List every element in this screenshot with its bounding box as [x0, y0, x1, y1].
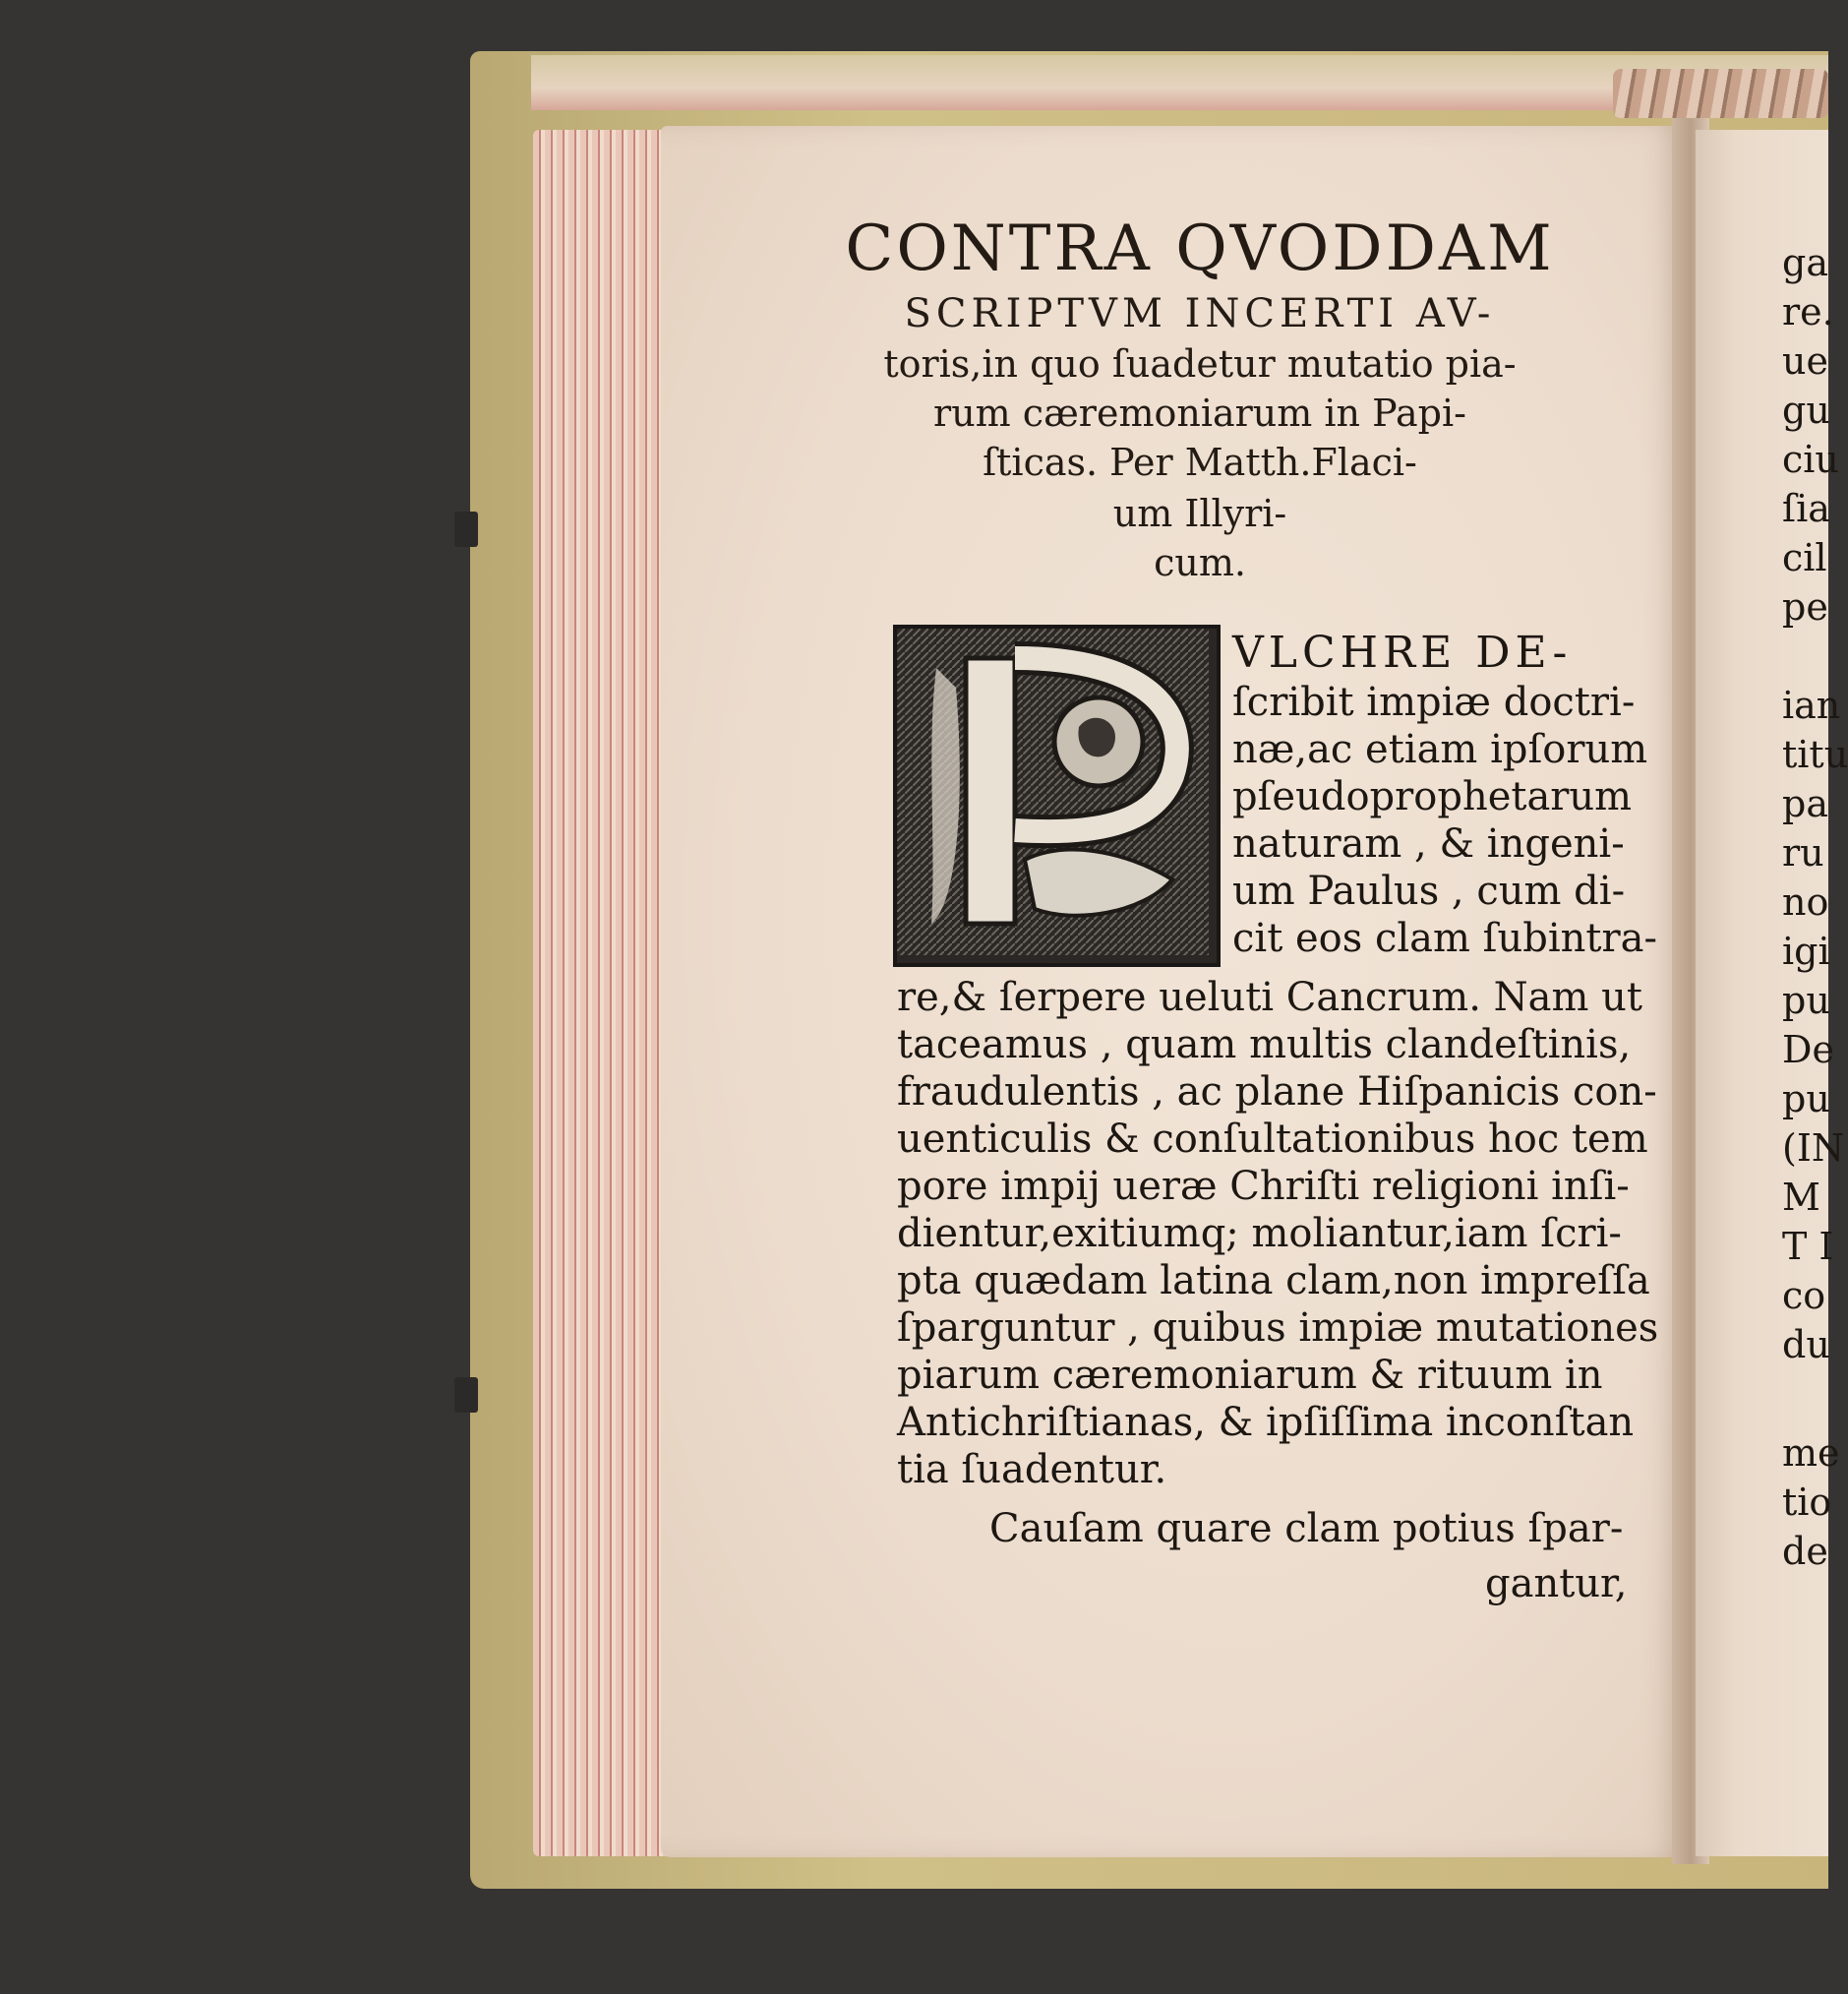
- right-page-fragment: de: [1782, 1530, 1828, 1573]
- title-line-3: toris,in quo ſuadetur mutatio pia-: [883, 342, 1517, 386]
- right-page-fragment: co: [1782, 1274, 1826, 1317]
- right-page-fragment: ue: [1782, 339, 1828, 383]
- right-page-fragment: cil: [1782, 536, 1827, 579]
- text-line: Antichriſtianas, & ipſiſſima inconſtan: [897, 1400, 1635, 1445]
- text-line: piarum cæremoniarum & rituum in: [897, 1353, 1603, 1398]
- right-page-fragment: igi: [1782, 930, 1830, 973]
- clasp-tie-upper: [454, 512, 478, 547]
- right-page-fragment: gu: [1782, 389, 1830, 432]
- text-line: uenticulis & conſultationibus hoc tem: [897, 1117, 1648, 1162]
- title-line-1: CONTRA QVODDAM: [845, 212, 1555, 285]
- right-page-fragment: tio: [1782, 1480, 1832, 1524]
- right-page-fragment: re.: [1782, 290, 1834, 333]
- title-line-5: ſticas. Per Matth.Flaci-: [983, 441, 1417, 484]
- right-page-fragment: no: [1782, 880, 1829, 924]
- title-line-4: rum cæremoniarum in Papi-: [933, 392, 1466, 435]
- text-line: ſparguntur , quibus impiæ mutationes: [897, 1305, 1659, 1351]
- right-page-fragment: pu: [1782, 979, 1830, 1022]
- title-line-6: um Illyri-: [1112, 492, 1287, 535]
- initial-p-ornament: [897, 629, 1209, 955]
- right-page-fragment: du: [1782, 1323, 1830, 1366]
- text-line: cit eos clam ſubintra-: [1232, 916, 1657, 961]
- right-page-fragment: M: [1782, 1176, 1820, 1219]
- right-page-fragment: pu: [1782, 1077, 1830, 1120]
- page-edges-stack: [533, 130, 671, 1856]
- right-page-fragment: ciu: [1782, 438, 1839, 481]
- text-line: re,& ſerpere ueluti Cancrum. Nam ut: [897, 975, 1642, 1020]
- text-line: ſcribit impiæ doctri-: [1232, 680, 1636, 725]
- title-line-7: cum.: [1154, 541, 1246, 584]
- right-page-fragment: titu: [1782, 733, 1848, 776]
- right-page-fragment: me: [1782, 1431, 1840, 1475]
- right-page-fragment: ſia: [1782, 487, 1830, 530]
- right-page-fragment: pa: [1782, 782, 1828, 825]
- text-line: næ,ac etiam ipſorum: [1232, 727, 1648, 772]
- right-page-fragment: ru: [1782, 831, 1824, 875]
- text-line: fraudulentis , ac plane Hiſpanicis con-: [897, 1069, 1657, 1115]
- text-line: dientur,exitiumq; moliantur,iam ſcri-: [897, 1211, 1622, 1256]
- right-page-fragment: De: [1782, 1028, 1834, 1071]
- clasp-tie-lower: [454, 1377, 478, 1413]
- right-page-fragment: ga: [1782, 241, 1828, 284]
- right-page-fragment: ian: [1782, 684, 1841, 727]
- right-page-fragment: T I: [1782, 1225, 1834, 1268]
- text-line: naturam , & ingeni-: [1232, 821, 1625, 867]
- text-line: taceamus , quam multis clandeſtinis,: [897, 1022, 1632, 1067]
- right-page-fragment: (IN: [1782, 1126, 1845, 1170]
- title-line-2: SCRIPTVM INCERTI AV-: [904, 291, 1496, 336]
- spine-headband: [1613, 69, 1828, 118]
- catchword: gantur,: [1485, 1561, 1628, 1606]
- paragraph-2-line: Cauſam quare clam potius ſpar-: [989, 1506, 1624, 1551]
- right-page-fragment: pe: [1782, 585, 1828, 629]
- text-line: pta quædam latina clam,non impreſſa: [897, 1258, 1650, 1303]
- text-line: VLCHRE DE-: [1232, 628, 1573, 678]
- text-line: pore impij ueræ Chriſti religioni inſi-: [897, 1164, 1630, 1209]
- text-line: pſeudoprophetarum: [1232, 774, 1633, 819]
- text-line: tia ſuadentur.: [897, 1447, 1167, 1492]
- text-line: um Paulus , cum di-: [1232, 869, 1626, 914]
- decorated-initial: [893, 625, 1221, 967]
